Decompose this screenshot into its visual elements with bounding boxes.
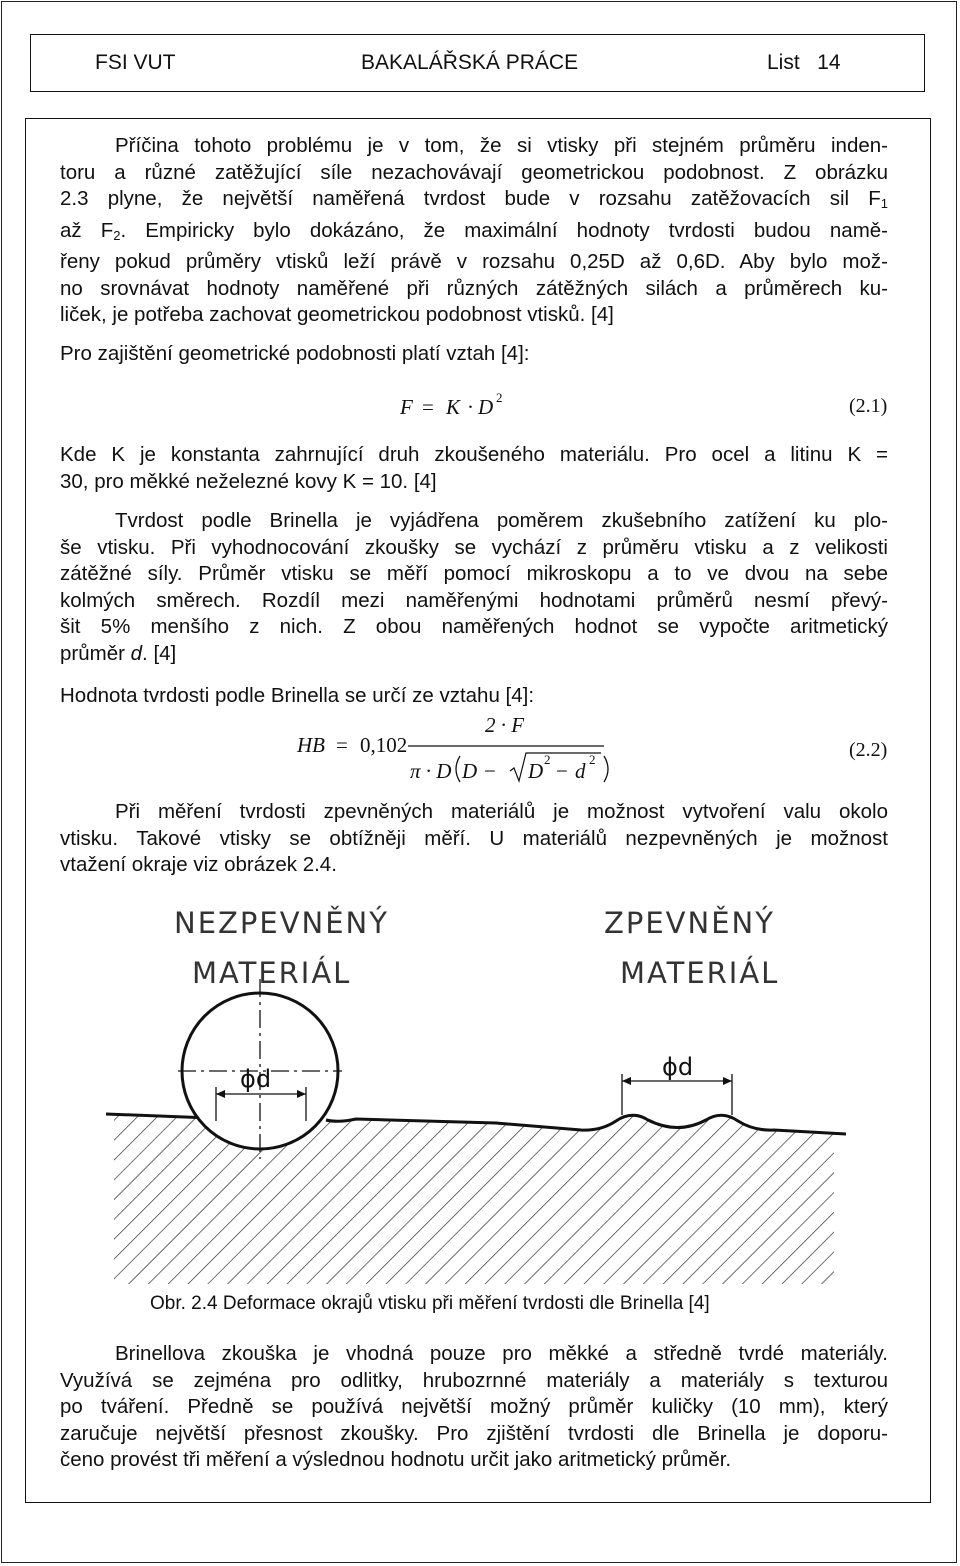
text-line: po tváření. Předně se používá největší možný průměr kuličky (10 mm), který	[60, 1395, 888, 1418]
right-diameter-label: ϕd	[662, 1053, 694, 1081]
text-line: Využívá se zejména pro odlitky, hrubozrnné materiály a materiály s texturou	[60, 1368, 888, 1392]
text-line: Brinellova zkouška je vhodná pouze pro měkké a středně tvrdé materiály.	[115, 1342, 888, 1365]
left-diameter-label: ϕd	[240, 1065, 272, 1093]
text-line: kolmých směrech. Rozdíl mezi naměřenými hodnotami průměrů nesmí převý-	[60, 588, 888, 612]
eq2-denominator-d: D	[462, 759, 478, 783]
figure-brinell-deformation	[26, 119, 932, 1289]
text-line: řeny pokud průměry vtisků leží právě v rozsahu 0,25D až 0,6D. Aby bylo mož-	[60, 250, 888, 273]
eq2-radicand-d: D	[528, 759, 544, 783]
eq2-denominator-pi-d: π · D	[410, 759, 452, 783]
text-span: až F	[60, 218, 114, 242]
text-line: zaručuje největší přesnost zkoušky. Pro zjištění tvrdosti dle Brinella je doporu-	[60, 1421, 888, 1445]
equation-number: (2.1)	[849, 395, 888, 417]
text-line: toru a různé zatěžující síle nezachovávají geometrickou podobnost. Z obrázku	[60, 160, 888, 184]
equation-number: (2.2)	[849, 739, 888, 761]
eq1-lhs: F	[400, 395, 413, 419]
eq2-numerator: 2 · F	[485, 713, 525, 737]
text-line: no srovnávat hodnoty naměřené při různých zátěžných silách a průměrech ku-	[60, 276, 888, 300]
text-line: liček, je potřeba zachovat geometrickou podobnost vtisků. [4]	[60, 303, 614, 326]
eq1-equals: =	[422, 395, 434, 419]
text-line: Tvrdost podle Brinella je vyjádřena poměrem zkušebního zatížení ku plo-	[115, 509, 888, 532]
text-span: 2.3 plyne, že největší naměřená tvrdost bude v rozsahu zatěžovacích sil F	[60, 187, 881, 210]
header-document-type: BAKALÁŘSKÁ PRÁCE	[361, 51, 579, 74]
eq2-exponent: 2	[589, 752, 596, 767]
text-line: Kde K je konstanta zahrnující druh zkoušeného materiálu. Pro ocel a litinu K =	[60, 443, 888, 466]
text-line: 30, pro měkké neželezné kovy K = 10. [4]	[60, 469, 437, 493]
text-line: Při měření tvrdosti zpevněných materiálů je možnost vytvoření valu okolo	[115, 800, 888, 823]
text-span: . Empiricky bylo dokázáno, že maximální hodnoty tvrdosti budou namě-	[120, 218, 889, 242]
italic-d: d	[130, 641, 143, 665]
paragraph-7	[60, 1341, 888, 1474]
hatched-material	[106, 1114, 846, 1284]
text-line: vtisku. Takové vtisky se obtížněji měří. U materiálů nezpevněných je možnost	[60, 826, 888, 850]
eq2-lhs: HB	[297, 733, 325, 757]
eq2-coefficient: 0,102	[360, 733, 408, 757]
eq2-minus: −	[556, 759, 568, 783]
eq2-equals: =	[336, 733, 348, 757]
text-line: še vtisku. Při vyhodnocování zkoušky se vychází z průměru vtisku a z velikosti	[60, 535, 888, 559]
left-title-line-1: NEZPEVNĚNÝ	[174, 906, 389, 940]
text-line: vtažení okraje viz obrázek 2.4.	[60, 853, 337, 876]
eq2-radicand-small-d: d	[575, 759, 586, 783]
page-header	[30, 34, 925, 92]
text-span: . [4]	[142, 641, 177, 665]
eq2-exponent: 2	[544, 752, 551, 767]
text-line: čeno provést tři měření a výslednou hodnotu určit jako aritmetický průměr.	[60, 1448, 732, 1471]
header-page-number: List 14	[767, 51, 841, 74]
eq2-minus: −	[484, 759, 496, 783]
text-line: Hodnota tvrdosti podle Brinella se určí ze vztahu [4]:	[60, 684, 535, 707]
figure-caption: Obr. 2.4 Deformace okrajů vtisku při měření tvrdosti dle Brinella [4]	[150, 1293, 710, 1314]
eq1-k: K	[446, 395, 461, 419]
text-line: Pro zajištění geometrické podobnosti platí vztah [4]:	[60, 342, 530, 365]
subscript: 1	[880, 196, 888, 211]
eq1-d: D	[478, 395, 494, 419]
content-frame	[25, 118, 931, 1503]
eq1-dot: ·	[467, 395, 474, 419]
text-line: zátěžné síly. Průměr vtisku se měří pomocí mikroskopu a to ve dvou na sebe	[60, 562, 888, 585]
subscript: 2	[113, 227, 121, 243]
left-title-line-2: MATERIÁL	[192, 956, 352, 990]
text-span: průměr	[60, 641, 131, 665]
text-line: šit 5% menšího z nich. Z obou naměřených hodnot se vypočte aritmetický	[60, 615, 888, 638]
eq1-exponent: 2	[496, 390, 503, 405]
right-title-line-2: MATERIÁL	[620, 956, 780, 990]
right-title-line-1: ZPEVNĚNÝ	[604, 906, 775, 940]
text-line: Příčina tohoto problému je v tom, že si vtisky při stejném průměru inden-	[115, 134, 888, 157]
header-institution: FSI VUT	[95, 51, 176, 74]
